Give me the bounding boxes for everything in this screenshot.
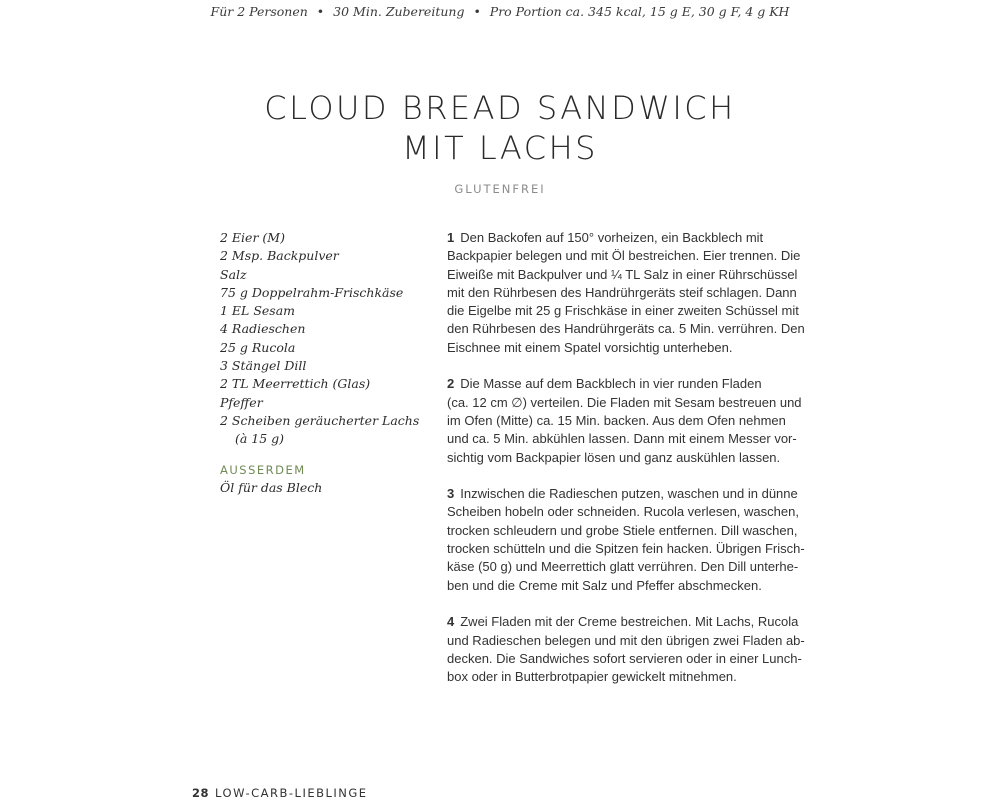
step-number: 2 xyxy=(447,376,455,392)
step-text-line: ben und die Creme mit Salz und Pfeffer abschmecken. xyxy=(447,577,762,593)
step-text-line: käse (50 g) und Meerrettich glatt verrühren. Den Dill unterhe- xyxy=(447,559,799,575)
step-4 xyxy=(447,613,817,686)
meta-separator: • xyxy=(473,4,481,19)
step-text-line: Eiweiße mit Backpulver und ¼ TL Salz in einer Rührschüssel xyxy=(447,266,798,282)
page-number: 28 xyxy=(192,786,210,800)
step-text-line: box oder in Butterbrotpapier gewickelt mitnehmen. xyxy=(447,669,737,685)
step-text-line: Backpapier belegen und mit Öl bestreichen. Eier trennen. Die xyxy=(447,248,801,264)
step-text-line: die Eigelbe mit 25 g Frischkäse in einer zweiten Schüssel mit xyxy=(447,303,799,319)
step-1 xyxy=(447,229,817,357)
nutrition-text: Pro Portion ca. 345 kcal, 15 g E, 30 g F, 4 g KH xyxy=(489,4,790,19)
step-text-line: im Ofen (Mitte) ca. 15 Min. backen. Aus dem Ofen nehmen xyxy=(447,412,786,428)
step-text-line: mit den Rührbesen des Handrührgeräts steif schlagen. Dann xyxy=(447,284,797,300)
extra-ingredient-item: Öl für das Blech xyxy=(220,479,323,495)
step-text-line: trocken schleudern und grobe Stiele entfernen. Dill waschen, xyxy=(447,522,798,538)
ingredient-item-continuation: (à 15 g) xyxy=(235,431,285,447)
step-2 xyxy=(447,375,817,466)
ingredient-item: 2 TL Meerrettich (Glas) xyxy=(220,376,371,392)
recipe-title xyxy=(0,88,1000,168)
step-text-line: decken. Die Sandwiches sofort servieren oder in einer Lunch- xyxy=(447,650,802,666)
step-text-line: Zwei Fladen mit der Creme bestreichen. Mit Lachs, Rucola xyxy=(460,614,799,630)
ingredient-item: 3 Stängel Dill xyxy=(220,358,307,374)
step-text-line: trocken schütteln und die Spitzen fein hacken. Übrigen Frisch- xyxy=(447,541,805,557)
step-number: 3 xyxy=(447,486,455,502)
recipe-subtitle: GLUTENFREI xyxy=(454,182,546,196)
step-text-line: und Radieschen belegen und mit den übrigen zwei Fladen ab- xyxy=(447,632,805,648)
ingredient-item: 1 EL Sesam xyxy=(220,303,296,319)
prep-time-text: 30 Min. Zubereitung xyxy=(333,4,465,19)
preparation-steps xyxy=(447,229,817,705)
step-text-line: Den Backofen auf 150° vorheizen, ein Backblech mit xyxy=(460,230,764,245)
meta-separator: • xyxy=(316,4,325,19)
step-text-line: sichtig vom Backpapier lösen und ganz auskühlen lassen. xyxy=(447,449,781,465)
ingredient-item: 75 g Doppelrahm-Frischkäse xyxy=(220,284,404,300)
ingredient-item: Pfeffer xyxy=(220,394,263,410)
step-text-line: und ca. 5 Min. abkühlen lassen. Dann mit einem Messer vor- xyxy=(447,431,797,447)
ingredient-item: 4 Radieschen xyxy=(220,321,306,337)
ingredient-item: 2 Eier (M) xyxy=(220,230,285,245)
step-text-line: Inzwischen die Radieschen putzen, waschen und in dünne xyxy=(460,486,798,502)
recipe-title-line-1: CLOUD BREAD SANDWICH xyxy=(264,89,736,127)
step-number: 1 xyxy=(447,230,455,245)
step-text-line: den Rührbesen des Handrührgeräts ca. 5 Min. verrühren. Den xyxy=(447,321,805,337)
extra-ingredients-heading: AUSSERDEM xyxy=(220,462,306,477)
ingredient-item: 2 Msp. Backpulver xyxy=(220,248,339,264)
page-footer xyxy=(192,786,368,800)
ingredient-item: Salz xyxy=(220,266,247,282)
step-text-line: Die Masse auf dem Backblech in vier runden Fladen xyxy=(460,376,762,392)
recipe-title-line-2: MIT LACHS xyxy=(402,129,598,167)
ingredients-list xyxy=(220,229,420,497)
servings-text: Für 2 Personen xyxy=(210,4,308,19)
step-3 xyxy=(447,485,817,595)
recipe-meta-line xyxy=(0,4,1000,19)
section-title: LOW-CARB-LIEBLINGE xyxy=(215,786,368,800)
step-text-line: Scheiben hobeln oder schneiden. Rucola verlesen, waschen, xyxy=(447,504,799,520)
step-text-line: Eischnee mit einem Spatel vorsichtig unterheben. xyxy=(447,339,733,355)
ingredient-item: 25 g Rucola xyxy=(220,339,296,355)
step-text-line: (ca. 12 cm ∅) verteilen. Die Fladen mit Sesam bestreuen und xyxy=(447,394,802,410)
step-number: 4 xyxy=(447,614,455,630)
ingredient-item: 2 Scheiben geräucherter Lachs xyxy=(220,412,420,428)
